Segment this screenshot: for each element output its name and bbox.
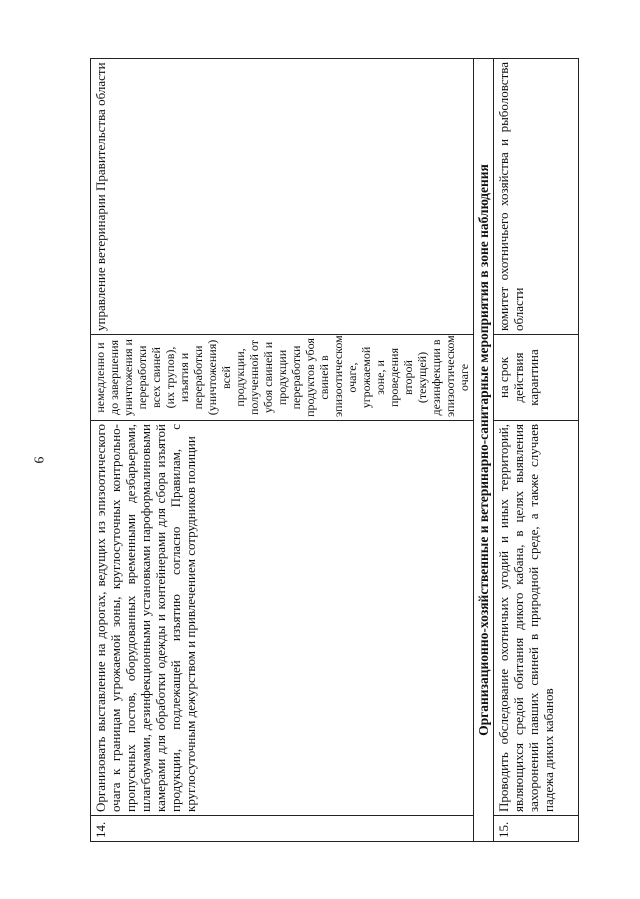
measures-table <box>90 58 579 842</box>
row-number: 14. <box>91 816 474 842</box>
table-row <box>91 59 474 842</box>
section-heading: Организационно-хозяйственные и ветеринарно-санитарные мероприятия в зоне наблюдения <box>474 59 494 842</box>
responsible-cell: комитет охотничьего хозяйства и рыболовства области <box>494 59 579 335</box>
action-cell <box>91 421 474 816</box>
table-row <box>494 59 579 842</box>
action-text-continued: дикого кабана, в целях выявления захоронений павших свиней в природной среде, а также случаев падежа диких кабанов <box>511 424 556 812</box>
action-text-continued: подлежащей изъятию согласно Правилам, с круглосуточным дежурством и привлечением сотрудников полиции <box>168 424 198 812</box>
action-text: Организовать выставление на дорогах, ведущих из эпизоотического очага к границам угрожаемой зоны, круглосуточных контрольно-пропускных постов, оборудованных временными дезбарьерами, шлагбаумами, дезинфекционными установками пароформалиновыми камерами для обработки одежды и контейнерами для сбора изъятой продукции, <box>93 424 183 812</box>
responsible-cell: управление ветеринарии Правительства области <box>91 59 474 335</box>
page-number: 9 <box>30 456 46 464</box>
action-text: Проводить обследование охотничьих угодий и иных территорий, являющихся средой обитания <box>496 424 526 812</box>
row-number: 15. <box>494 816 579 842</box>
section-heading-row <box>474 59 494 842</box>
rotated-page-content <box>90 59 556 842</box>
action-cell <box>494 421 579 816</box>
term-cell: на срок действия карантина <box>494 335 579 421</box>
term-cell: немедленно и до завершения уничтожения и переработки всех свиней (их трупов), изъятия и переработки (уничтожения) всей продукции, полученной от убоя свиней и продукции переработки продуктов убоя свиней в эпизоотическом очаге, угрожаемой зоне, и проведения второй (текущей) дезинфекции в эпизоотическом очаге <box>91 335 474 421</box>
